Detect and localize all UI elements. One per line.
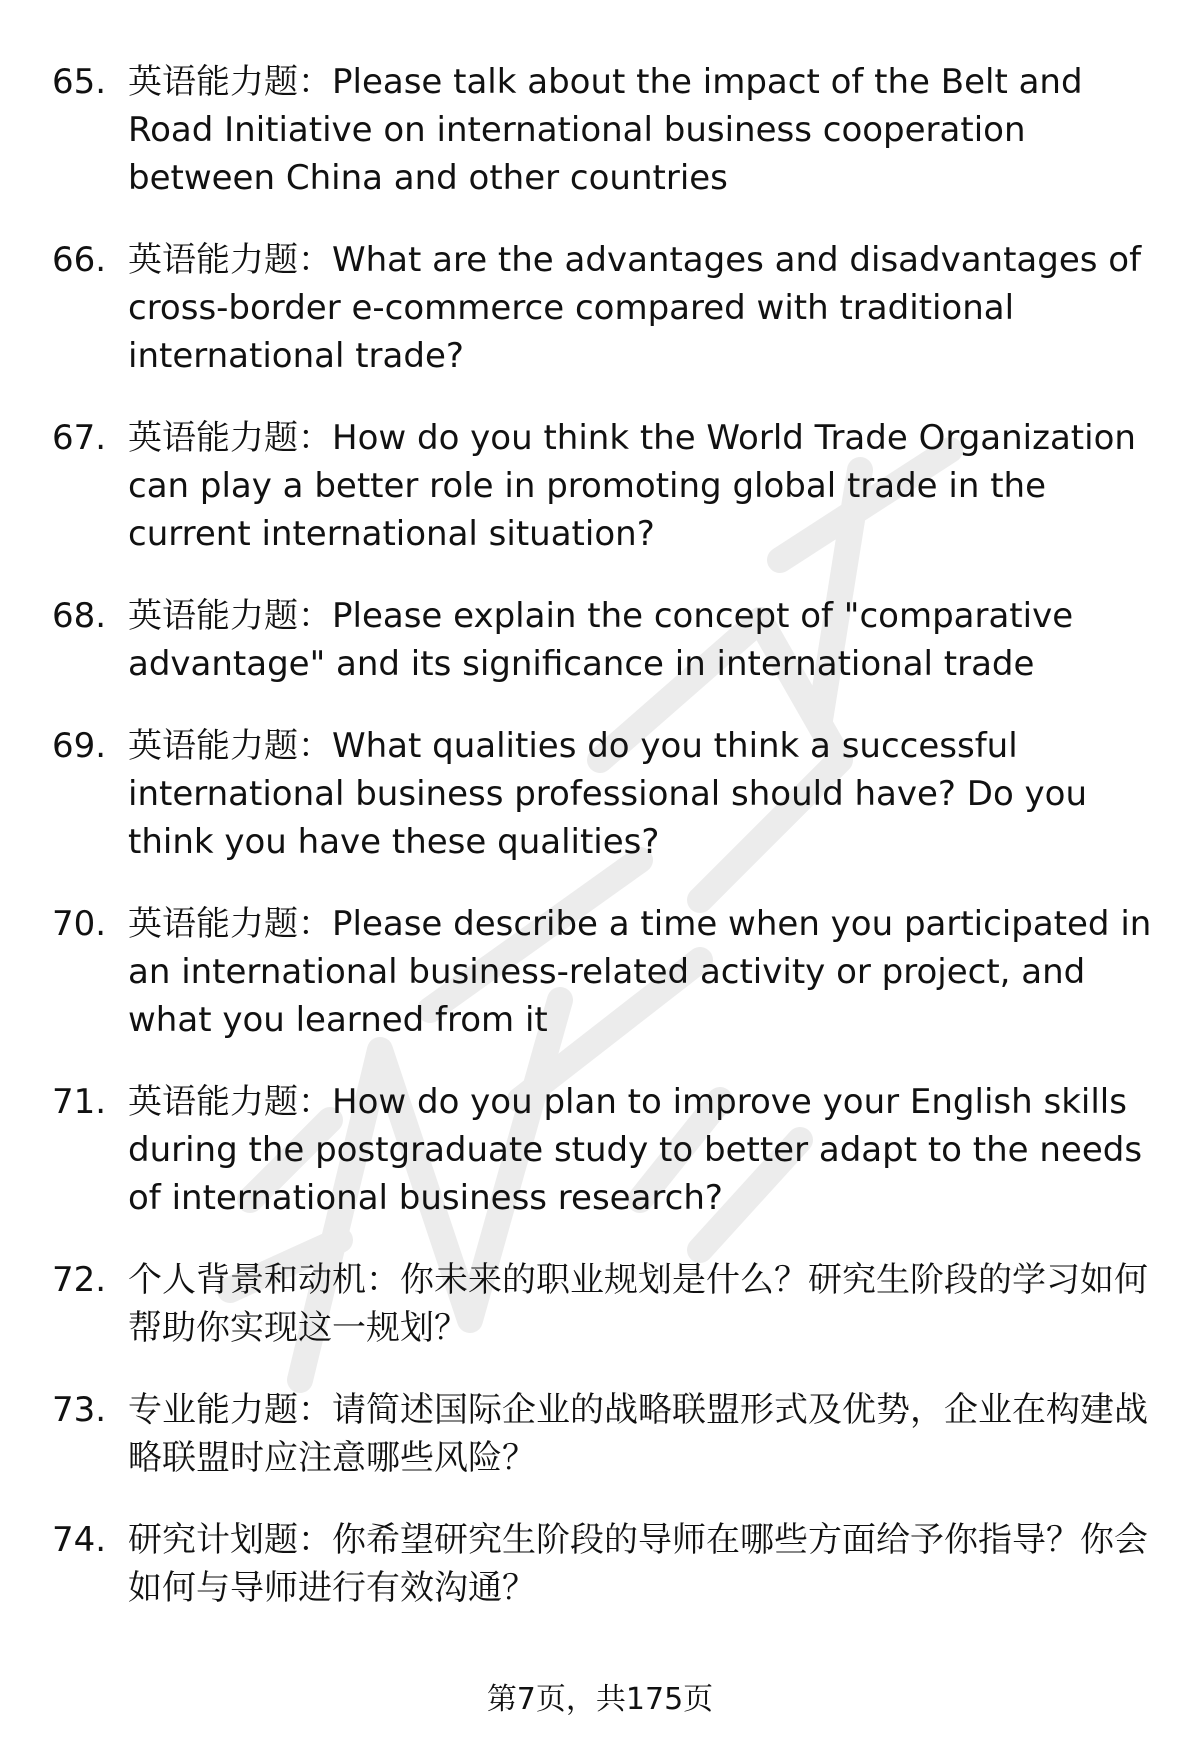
question-number: 68.: [52, 596, 107, 636]
question-text: 英语能力题：Please describe a time when you participated in an international business-related activity or project, and what you learned from it: [128, 904, 1152, 1040]
question-number: 65.: [52, 62, 107, 102]
question-list: [52, 58, 1162, 1646]
question-text: 专业能力题：请简述国际企业的战略联盟形式及优势，企业在构建战略联盟时应注意哪些风险？: [128, 1390, 1148, 1478]
question-item: [52, 1078, 1162, 1222]
question-number: 74.: [52, 1520, 107, 1560]
question-number: 70.: [52, 904, 107, 944]
question-item: [52, 414, 1162, 558]
question-item: [52, 1386, 1162, 1482]
question-text: 英语能力题：Please explain the concept of "comparative advantage" and its significance in international trade: [128, 596, 1074, 684]
question-text: 英语能力题：Please talk about the impact of the Belt and Road Initiative on international business cooperation between China and other countries: [128, 62, 1083, 198]
question-item: [52, 58, 1162, 202]
question-number: 72.: [52, 1260, 107, 1300]
question-text: 英语能力题：What are the advantages and disadvantages of cross-border e-commerce compared with traditional international trade?: [128, 240, 1142, 376]
question-item: [52, 592, 1162, 688]
question-text: 英语能力题：How do you plan to improve your English skills during the postgraduate study to better adapt to the needs of international business research?: [128, 1082, 1143, 1218]
question-text: 个人背景和动机：你未来的职业规划是什么？研究生阶段的学习如何帮助你实现这一规划？: [128, 1260, 1148, 1348]
question-item: [52, 236, 1162, 380]
question-item: [52, 1516, 1162, 1612]
question-number: 67.: [52, 418, 107, 458]
question-number: 71.: [52, 1082, 107, 1122]
question-number: 73.: [52, 1390, 107, 1430]
question-text: 英语能力题：How do you think the World Trade Organization can play a better role in promoting global trade in the current international situation?: [128, 418, 1136, 554]
question-text: 英语能力题：What qualities do you think a successful international business professional should have? Do you think you have these qualities?: [128, 726, 1088, 862]
question-item: [52, 1256, 1162, 1352]
question-text: 研究计划题：你希望研究生阶段的导师在哪些方面给予你指导？你会如何与导师进行有效沟通？: [128, 1520, 1148, 1608]
question-number: 66.: [52, 240, 107, 280]
question-item: [52, 722, 1162, 866]
page-number-footer: 第7页，共175页: [486, 1682, 714, 1717]
question-number: 69.: [52, 726, 107, 766]
question-item: [52, 900, 1162, 1044]
